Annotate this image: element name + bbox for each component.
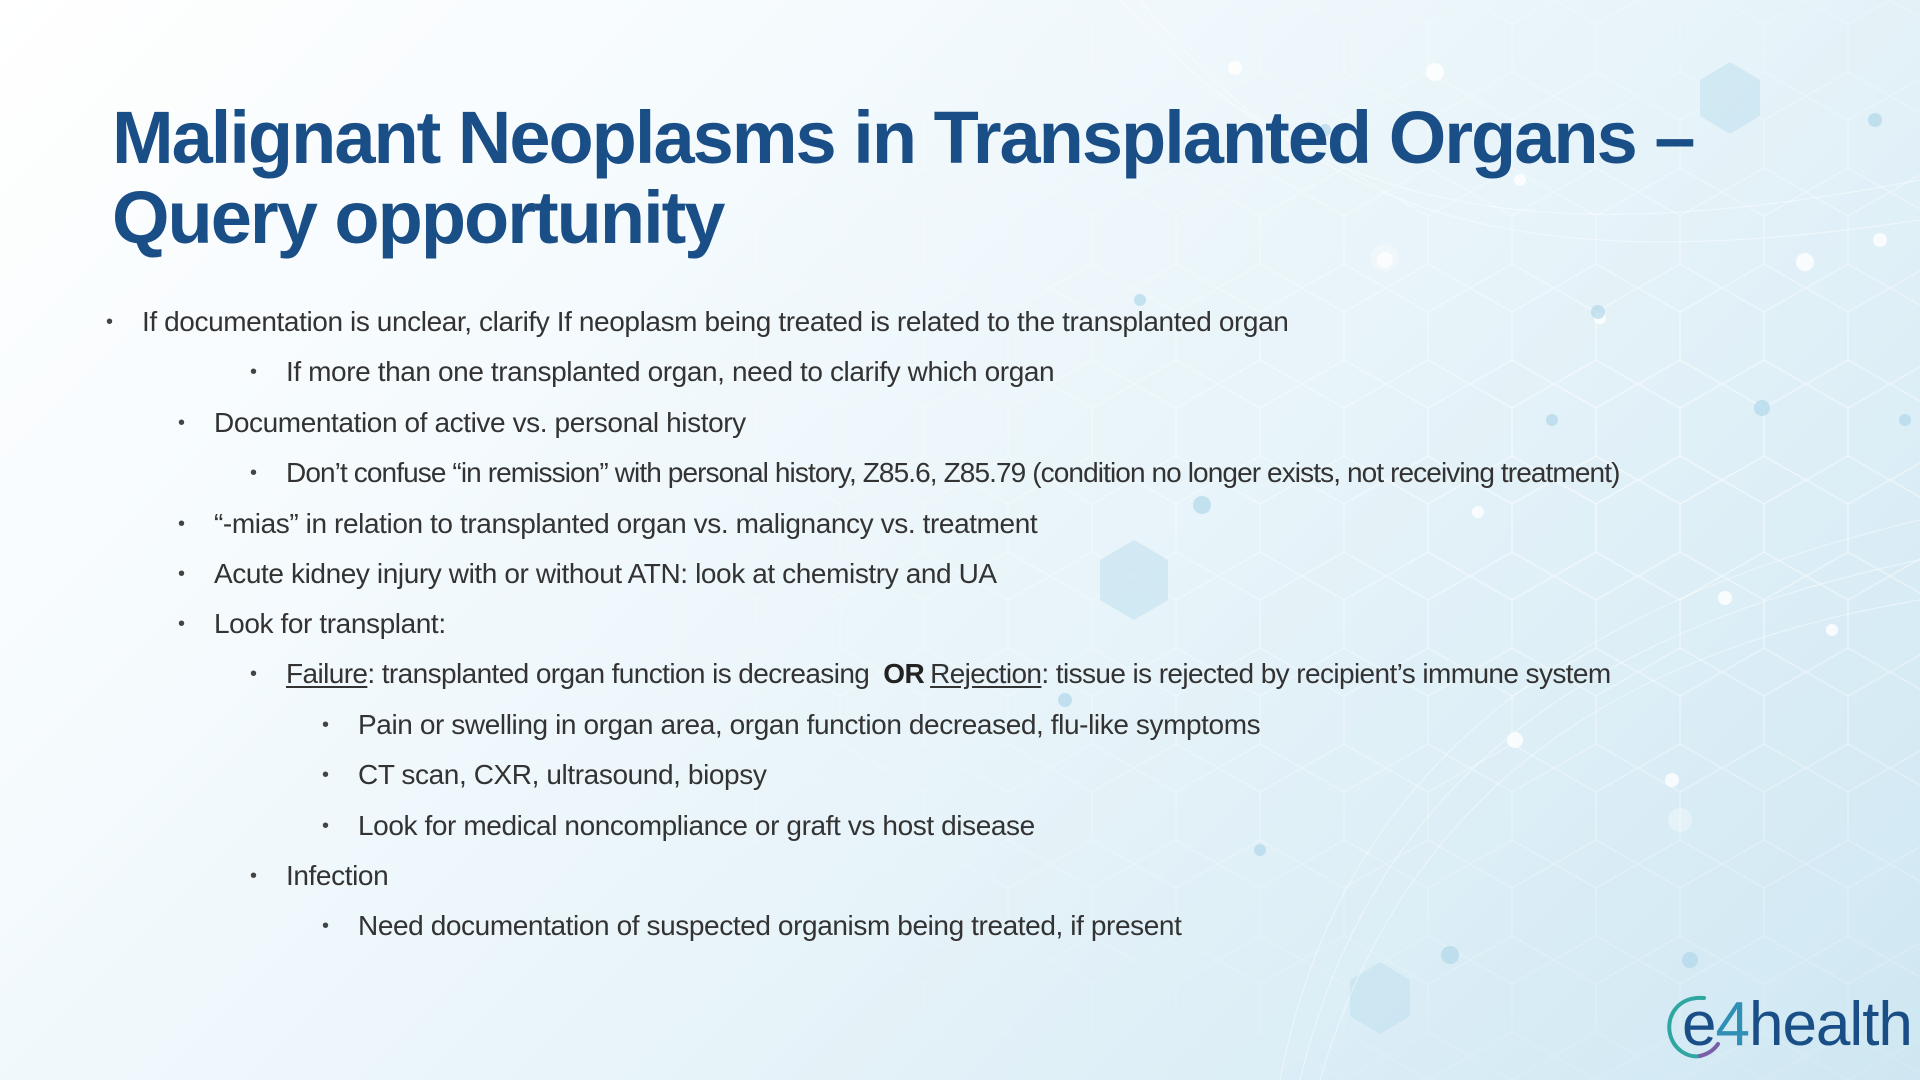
title-line-1: Malignant Neoplasms in Transplanted Organs –	[112, 96, 1694, 179]
logo-digit-4: 4	[1715, 990, 1749, 1059]
bullet-item	[250, 654, 1611, 694]
bullet-item	[106, 302, 1289, 342]
bullet-icon: •	[250, 462, 257, 484]
slide-title	[112, 98, 1732, 258]
logo-wordmark	[1682, 990, 1912, 1060]
bullet-text: Acute kidney injury with or without ATN: look at chemistry and UA	[214, 558, 997, 589]
bullet-item	[178, 403, 746, 443]
bullet-icon: •	[250, 663, 257, 685]
bullet-item	[250, 856, 389, 896]
bullet-icon: •	[178, 412, 185, 434]
bullet-text: If documentation is unclear, clarify If neoplasm being treated is related to the transplanted organ	[142, 306, 1289, 337]
title-line-2: Query opportunity	[112, 176, 724, 259]
failure-rejection-line	[286, 658, 1611, 689]
bullet-text: Look for medical noncompliance or graft vs host disease	[358, 810, 1035, 841]
bullet-text: Don’t confuse “in remission” with personal history, Z85.6, Z85.79 (condition no longer exists, not receiving treatment)	[286, 457, 1620, 488]
bullet-item	[178, 604, 446, 644]
bullet-item	[178, 554, 997, 594]
bullet-text: If more than one transplanted organ, need to clarify which organ	[286, 356, 1055, 387]
bullet-item	[250, 453, 1620, 493]
logo-word-health: health	[1748, 990, 1912, 1059]
failure-definition: : transplanted organ function is decreasing	[367, 658, 870, 689]
or-conjunction: OR	[883, 658, 925, 689]
rejection-term: Rejection	[930, 658, 1042, 689]
bullet-icon: •	[322, 815, 329, 837]
bullet-text: Documentation of active vs. personal history	[214, 407, 746, 438]
bullet-text: CT scan, CXR, ultrasound, biopsy	[358, 759, 767, 790]
e4health-logo	[1664, 990, 1912, 1060]
bullet-icon: •	[178, 613, 185, 635]
bullet-text: Need documentation of suspected organism being treated, if present	[358, 910, 1182, 941]
rejection-definition: : tissue is rejected by recipient’s immune system	[1041, 658, 1611, 689]
bullet-text: Pain or swelling in organ area, organ function decreased, flu-like symptoms	[358, 709, 1261, 740]
bullet-icon: •	[178, 513, 185, 535]
bullet-icon: •	[178, 563, 185, 585]
logo-letter-e: e	[1682, 990, 1716, 1059]
bullet-text: “-mias” in relation to transplanted organ vs. malignancy vs. treatment	[214, 508, 1038, 539]
bullet-icon: •	[106, 311, 113, 333]
bullet-item	[322, 705, 1261, 745]
bullet-item	[250, 352, 1055, 392]
bullet-icon: •	[322, 915, 329, 937]
bullet-item	[322, 806, 1035, 846]
bullet-text: Look for transplant:	[214, 608, 446, 639]
bullet-icon: •	[322, 764, 329, 786]
bullet-icon: •	[250, 865, 257, 887]
failure-term: Failure	[286, 658, 368, 689]
bullet-item	[322, 906, 1182, 946]
bullet-icon: •	[322, 714, 329, 736]
bullet-item	[322, 755, 767, 795]
bullet-icon: •	[250, 361, 257, 383]
bullet-text: Infection	[286, 860, 389, 891]
bullet-item	[178, 504, 1038, 544]
